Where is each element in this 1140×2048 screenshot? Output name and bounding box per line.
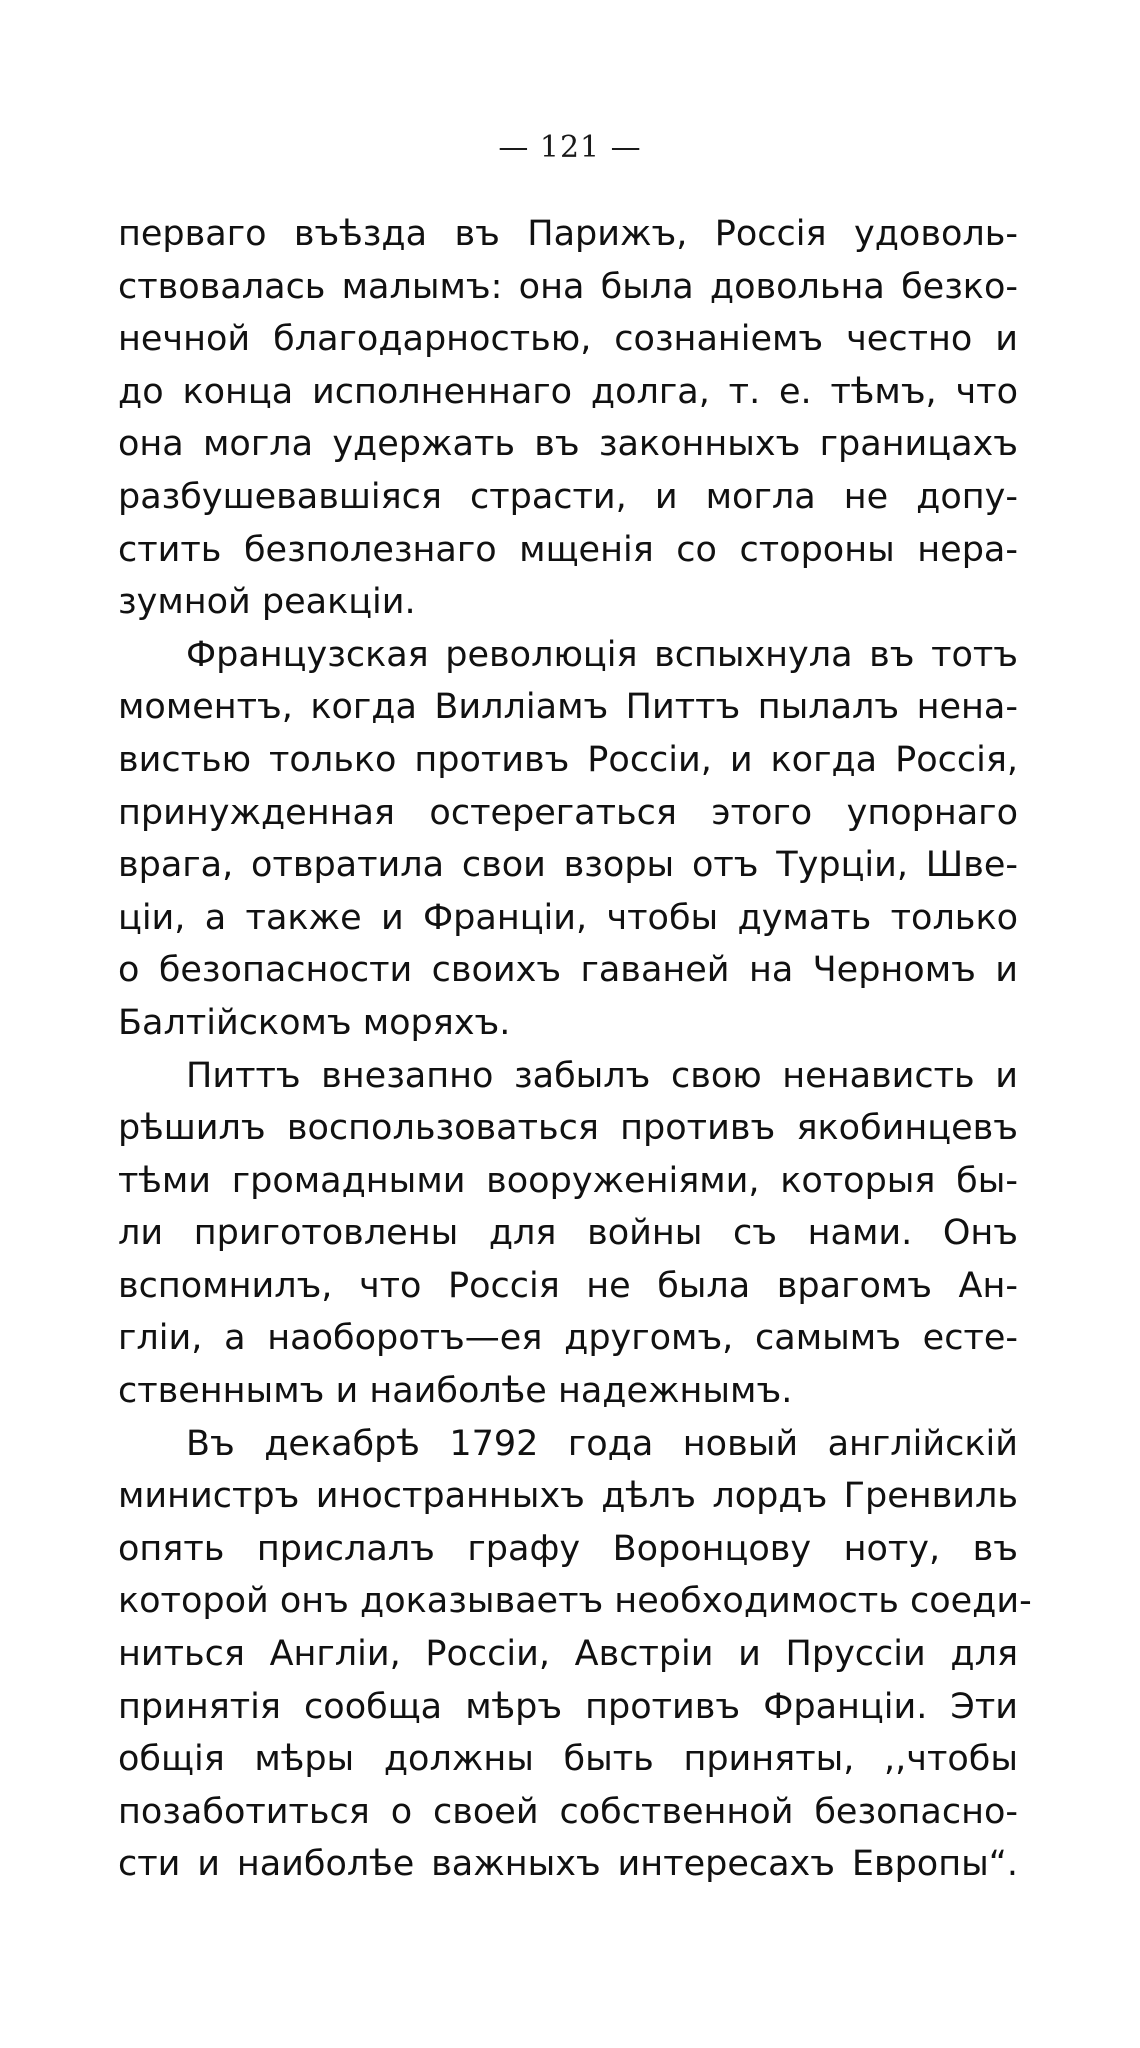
text-line: ли приготовлены для войны съ нами. Онъ [118, 1213, 1018, 1254]
text-line: принятія сообща мѣръ противъ Франціи. Эти [118, 1686, 1018, 1727]
text-line: сти и наиболѣе важныхъ интересахъ Европы“. [118, 1844, 1018, 1885]
text-line: Въ декабрѣ 1792 года новый англійскій [186, 1423, 1018, 1464]
text-line: которой онъ доказываетъ необходимость соеди- [118, 1581, 1032, 1622]
text-line: нечной благодарностью, сознаніемъ честно и [118, 319, 1018, 360]
paragraph-2 [118, 629, 1018, 1050]
text-line: моментъ, когда Вилліамъ Питтъ пылалъ нена- [118, 687, 1018, 728]
text-line: ственнымъ и наиболѣе надежнымъ. [118, 1371, 793, 1412]
text-line: Питтъ внезапно забылъ свою ненависть и [186, 1055, 1018, 1096]
text-line: тѣми громадными вооруженіями, которыя бы- [118, 1160, 1018, 1201]
text-line: принужденная остерегаться этого упорнаго [118, 792, 1018, 833]
text-line: опять прислалъ графу Воронцову ноту, въ [118, 1528, 1018, 1569]
text-line: ствовалась малымъ: она была довольна безко- [118, 266, 1018, 307]
text-line: разбушевавшіяся страсти, и могла не допу- [118, 476, 1018, 517]
paragraph-3 [118, 1050, 1018, 1418]
text-line: она могла удержать въ законныхъ границахъ [118, 424, 1018, 465]
body-text [118, 208, 1032, 1891]
text-line: министръ иностранныхъ дѣлъ лордъ Гренвиль [118, 1476, 1018, 1517]
text-line: рѣшилъ воспользоваться противъ якобинцевъ [118, 1108, 1018, 1149]
page-number: — 121 — [498, 130, 642, 165]
text-line: врага, отвратила свои взоры отъ Турціи, Шве- [118, 845, 1018, 886]
text-line: ниться Англіи, Россіи, Австріи и Пруссіи для [118, 1634, 1018, 1675]
text-line: зумной реакціи. [118, 582, 416, 623]
paragraph-1 [118, 208, 1018, 629]
text-line: Французская революція вспыхнула въ тотъ [186, 634, 1018, 675]
text-line: до конца исполненнаго долга, т. е. тѣмъ, что [118, 371, 1018, 412]
text-line: гліи, а наоборотъ—ея другомъ, самымъ есте- [118, 1318, 1018, 1359]
paragraph-4 [118, 1418, 1032, 1891]
text-line: о безопасности своихъ гаваней на Черномъ и [118, 950, 1018, 991]
text-line: вистью только противъ Россіи, и когда Россія, [118, 739, 1018, 780]
text-line: вспомнилъ, что Россія не была врагомъ Ан- [118, 1265, 1018, 1306]
text-line: общія мѣры должны быть приняты, ,,чтобы [118, 1739, 1018, 1780]
text-line: перваго въѣзда въ Парижъ, Россія удоволь- [118, 214, 1018, 254]
text-line: стить безполезнаго мщенія со стороны нера- [118, 529, 1018, 570]
text-line: позаботиться о своей собственной безопасно- [118, 1791, 1018, 1832]
text-line: ціи, а также и Франціи, чтобы думать только [118, 897, 1018, 938]
text-line: Балтійскомъ моряхъ. [118, 1002, 511, 1043]
